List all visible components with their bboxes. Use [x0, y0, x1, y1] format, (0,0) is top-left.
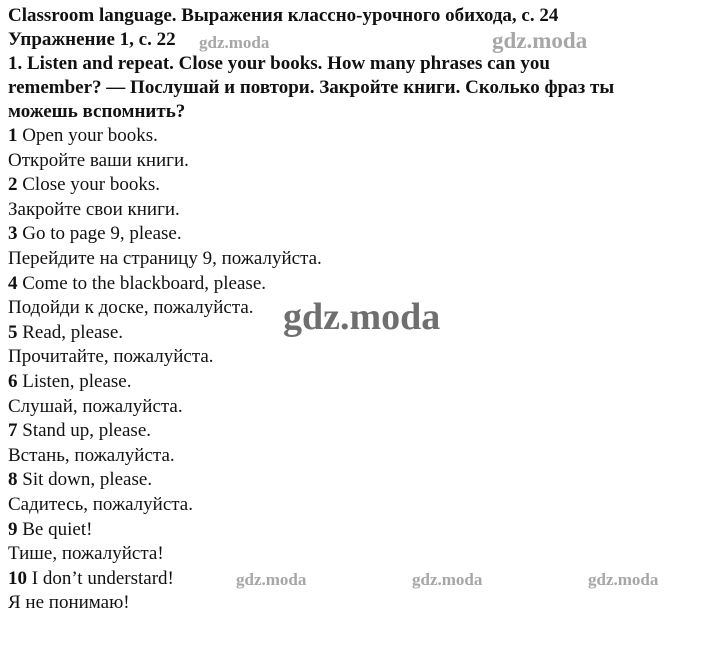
phrase-number: 3: [8, 223, 18, 245]
phrase-number: 2: [8, 174, 18, 196]
phrase-english-text: Open your books.: [22, 125, 158, 146]
phrase-english: [8, 419, 708, 444]
phrase-russian: Перейдите на страницу 9, пожалуйста.: [8, 247, 322, 269]
phrase-english: [8, 124, 708, 149]
watermark: gdz.moda: [588, 570, 659, 589]
phrase-russian: Я не понимаю!: [8, 592, 130, 614]
phrase-russian: Прочитайте, пожалуйста.: [8, 346, 214, 368]
phrase-number: 8: [8, 469, 18, 491]
task-line-3: можешь вспомнить?: [8, 101, 186, 122]
phrase-english-text: Close your books.: [22, 174, 160, 196]
phrase-english-text: Come to the blackboard, please.: [22, 272, 267, 294]
phrase-english: [8, 321, 708, 346]
phrase-russian: Садитесь, пожалуйста.: [8, 493, 193, 515]
phrase-english: [8, 272, 708, 297]
task-line-1: 1. Listen and repeat. Close your books. How many phrases can you: [8, 53, 550, 74]
phrase-english: [8, 370, 708, 395]
exercise-heading: Упражнение 1, с. 22: [8, 29, 176, 50]
phrase-english-text: Go to page 9, please.: [22, 223, 182, 245]
phrase-number: 7: [8, 420, 18, 442]
phrase-russian: Закройте свои книги.: [8, 198, 180, 220]
phrase-list: [8, 124, 708, 616]
phrase-english-text: Be quiet!: [22, 518, 93, 540]
phrase-number: 6: [8, 370, 18, 392]
phrase-english: [8, 468, 708, 493]
watermark: gdz.moda: [283, 296, 441, 338]
phrase-number: 9: [8, 518, 18, 540]
phrase-russian: Встань, пожалуйста.: [8, 444, 175, 466]
phrase-english-text: Sit down, please.: [22, 469, 153, 491]
phrase-russian: Откройте ваши книги.: [8, 149, 189, 171]
watermark: gdz.moda: [492, 28, 588, 53]
task-line-2: remember? — Послушай и повтори. Закройте книги. Сколько фраз ты: [8, 77, 615, 98]
phrase-english-text: Read, please.: [22, 321, 124, 343]
phrase-number: 4: [8, 272, 18, 294]
document-title: Classroom language. Выражения классно-урочного обихода, с. 24: [8, 5, 559, 26]
phrase-number: 10: [8, 567, 27, 589]
phrase-english-text: I don’t understard!: [31, 567, 174, 589]
phrase-english-text: Stand up, please.: [22, 420, 152, 442]
phrase-russian: Слушай, пожалуйста.: [8, 395, 183, 417]
phrase-english-text: Listen, please.: [22, 370, 132, 392]
document-body: [8, 4, 708, 616]
watermark: gdz.moda: [412, 570, 483, 589]
phrase-english: [8, 173, 708, 198]
watermark: gdz.moda: [236, 570, 307, 589]
phrase-russian: Подойди к доске, пожалуйста.: [8, 297, 254, 319]
phrase-russian: Тише, пожалуйста!: [8, 543, 164, 565]
phrase-english: [8, 567, 708, 592]
phrase-english: [8, 518, 708, 543]
phrase-english: [8, 222, 708, 247]
watermark: gdz.moda: [199, 33, 270, 52]
phrase-number: 5: [8, 321, 18, 343]
phrase-number: 1: [8, 125, 18, 146]
